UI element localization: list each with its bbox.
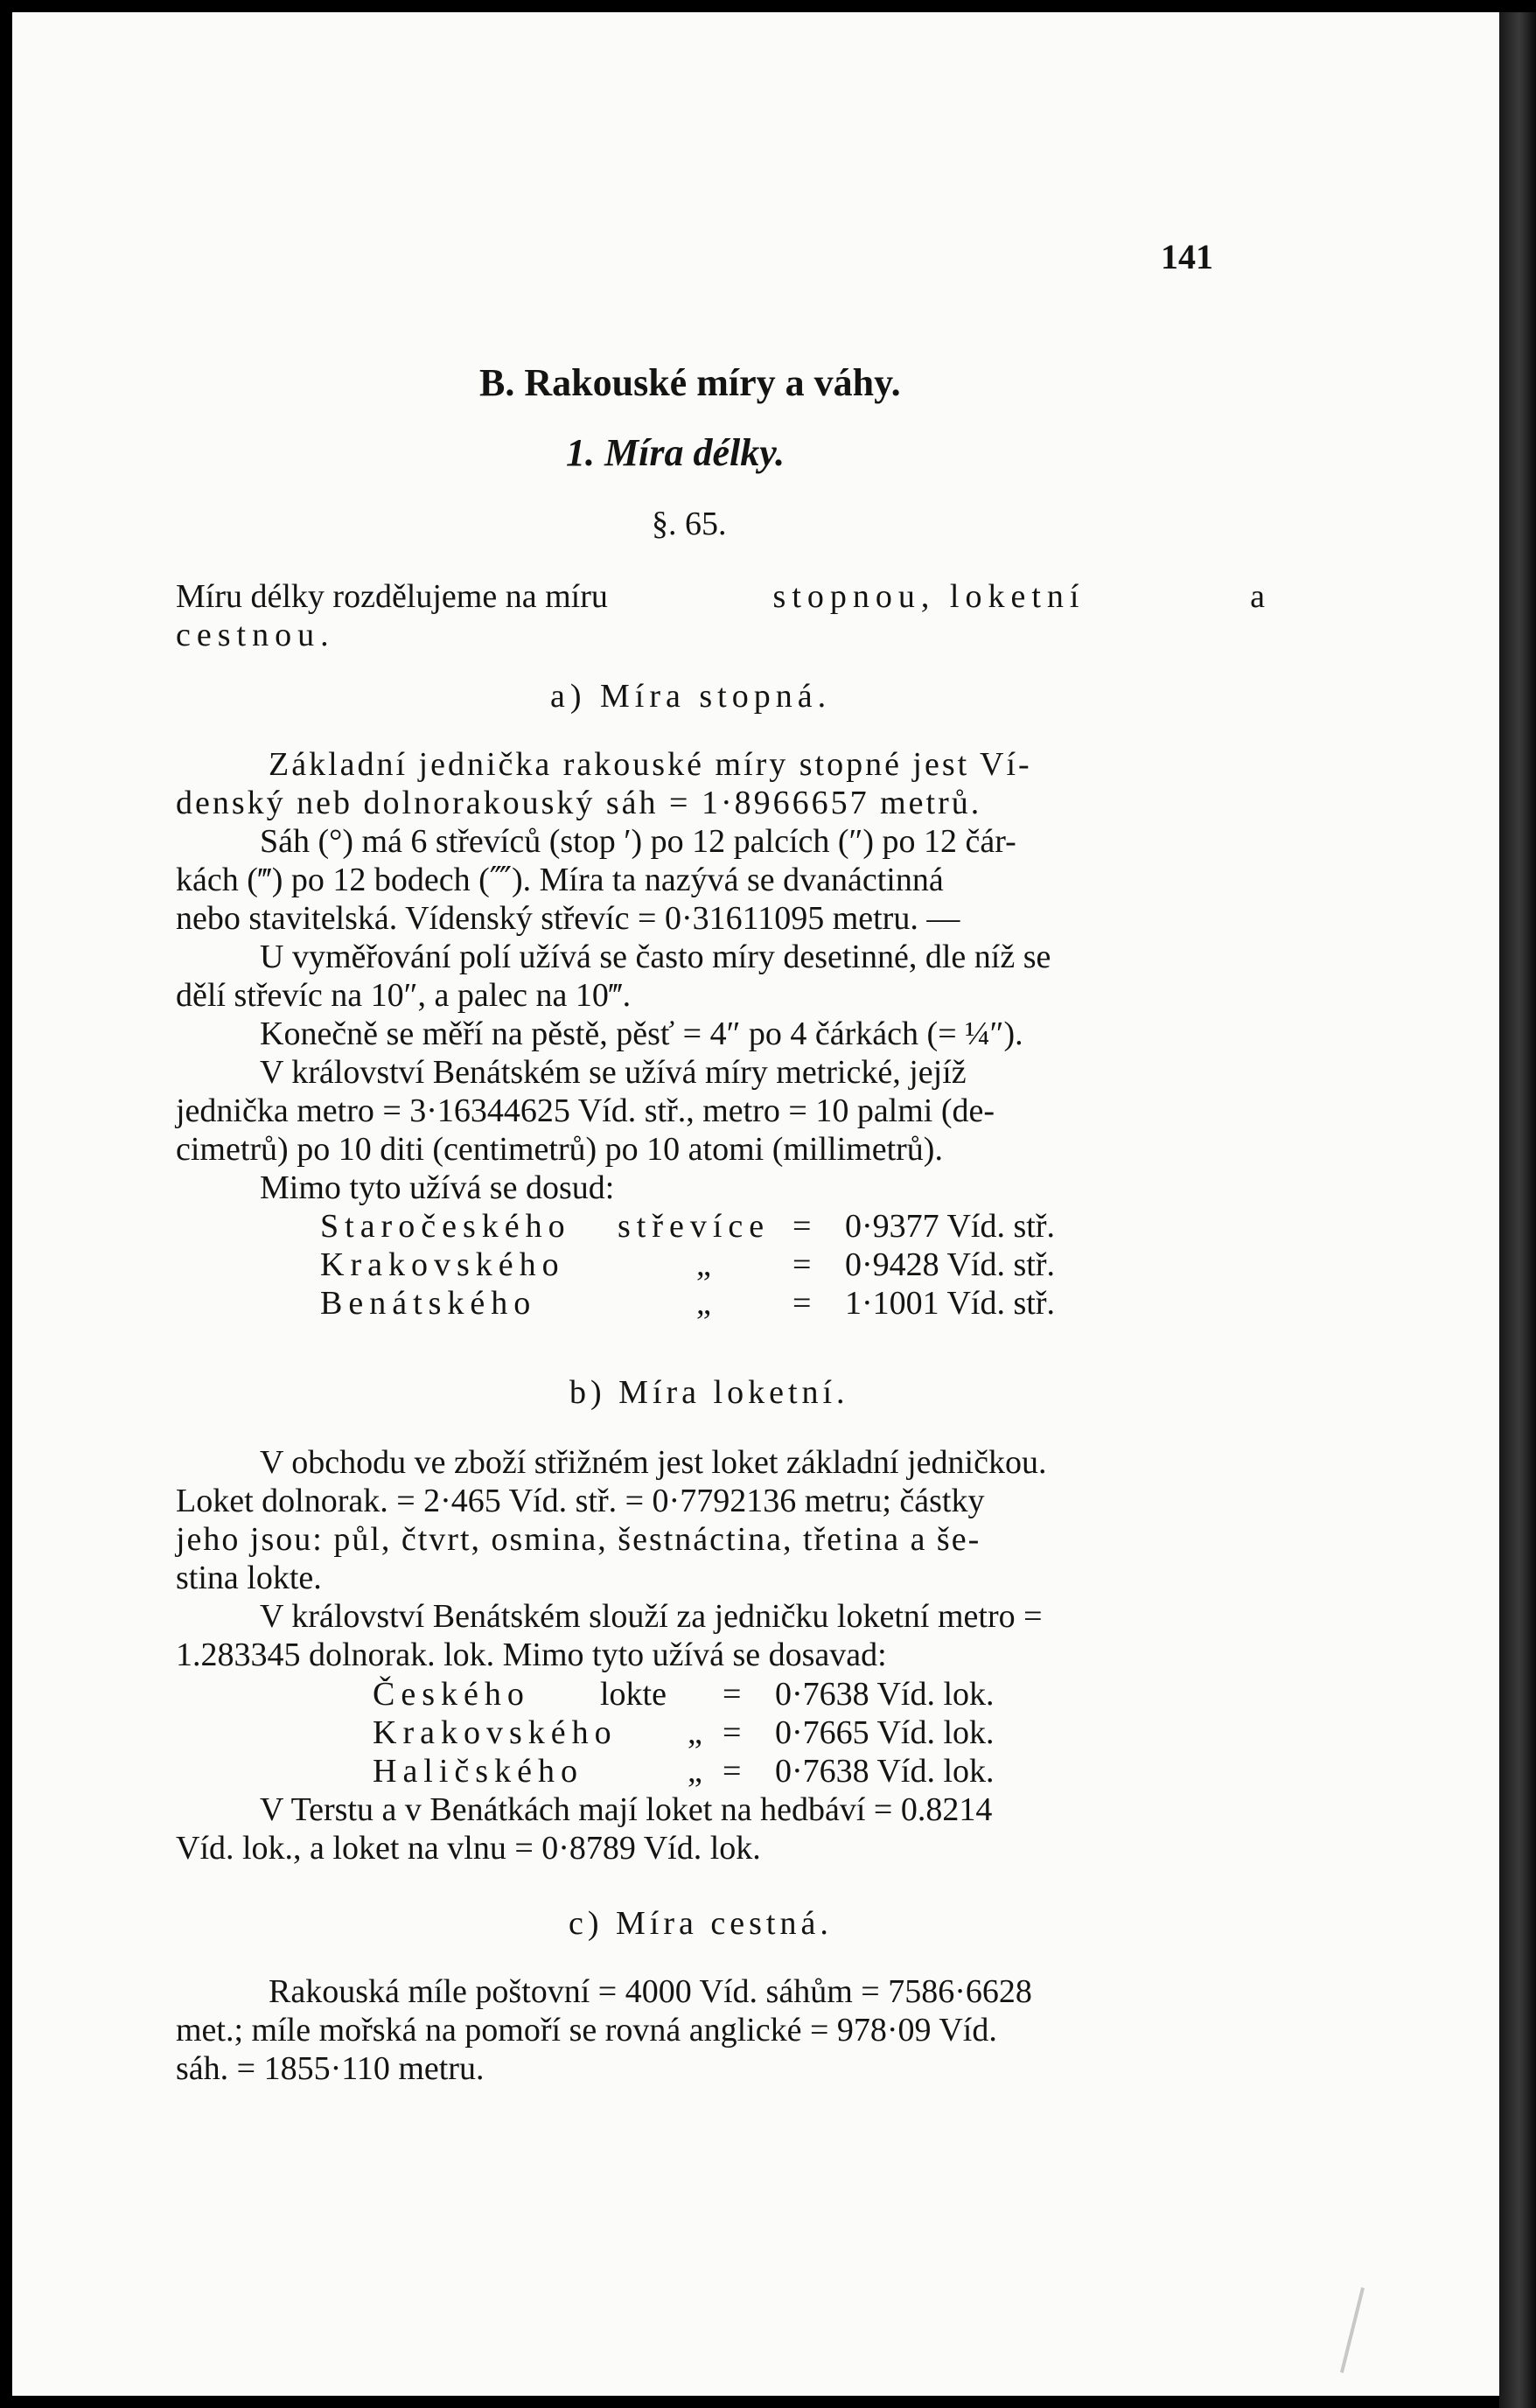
measure-name: Krakovského xyxy=(320,1246,565,1283)
text-line: nebo stavitelská. Vídenský střevíc = 0·31611095 metru. — xyxy=(176,900,960,937)
text-line: Základní jednička rakouské míry stopné jest Ví- xyxy=(269,746,1032,783)
section-a-paragraph xyxy=(176,745,1265,1207)
intro-paragraph xyxy=(176,577,1265,654)
intro-spaced-terms: stopnou, loketní xyxy=(772,578,1086,615)
text-line: V království Benátském se užívá míry metrické, jejíž xyxy=(260,1054,967,1091)
text-line: dělí střevíc na 10″, a palec na 10‴. xyxy=(176,977,632,1014)
heading-a-mira-stopna: a) Míra stopná. xyxy=(550,678,832,715)
text-line: Mimo tyto užívá se dosud: xyxy=(260,1169,615,1206)
heading-b-mira-loketni: b) Míra loketní. xyxy=(569,1374,849,1411)
intro-line-1 xyxy=(176,577,1265,616)
text-line: kách (‴) po 12 bodech (⁗). Míra ta nazývá se dvanáctinná xyxy=(176,862,944,898)
measure-unit: střevíce xyxy=(618,1208,771,1245)
measure-name: Staročeského xyxy=(320,1208,571,1245)
measure-value: 0·9377 Víd. stř. xyxy=(845,1208,1055,1245)
measure-value: 0·7665 Víd. lok. xyxy=(775,1714,995,1751)
intro-text: Míru délky rozdělujeme na míru xyxy=(176,578,608,615)
text-line: jednička metro = 3·16344625 Víd. stř., metro = 10 palmi (de- xyxy=(176,1092,995,1129)
text-line: jeho jsou: půl, čtvrt, osmina, šestnáctina, třetina a še- xyxy=(176,1521,981,1558)
table-a-old-feet xyxy=(320,1207,1055,1323)
text-line: V království Benátském slouží za jedničku loketní metro = xyxy=(260,1598,1043,1635)
text-line: V Terstu a v Benátkách mají loket na hedbáví = 0.8214 xyxy=(260,1791,993,1828)
text-line: Sáh (°) má 6 střevíců (stop ′) po 12 palcích (″) po 12 čár- xyxy=(260,823,1016,860)
text-line: cimetrů) po 10 diti (centimetrů) po 10 atomi (millimetrů). xyxy=(176,1131,943,1168)
heading-c-mira-cestna: c) Míra cestná. xyxy=(569,1905,833,1942)
text-line: stina lokte. xyxy=(176,1560,322,1596)
ditto-mark: „ xyxy=(688,1753,702,1790)
table-row xyxy=(373,1752,995,1790)
measure-name: Krakovského xyxy=(373,1714,618,1751)
text-line: 1.283345 dolnorak. lok. Mimo tyto užívá se dosavad: xyxy=(176,1637,887,1673)
intro-line-2 xyxy=(176,616,1265,654)
text-line: met.; míle mořská na pomoří se rovná anglické = 978·09 Víd. xyxy=(176,2012,997,2049)
book-page xyxy=(12,12,1499,2396)
equals-sign: = xyxy=(723,1753,742,1790)
text-line: Rakouská míle poštovní = 4000 Víd. sáhům = 7586·6628 xyxy=(269,1973,1032,2010)
text-line: sáh. = 1855·110 metru. xyxy=(176,2050,485,2087)
equals-sign: = xyxy=(792,1285,812,1322)
table-row xyxy=(373,1714,995,1752)
intro-spaced-term: cestnou. xyxy=(176,617,335,653)
measure-unit: lokte xyxy=(600,1676,667,1713)
measure-value: 1·1001 Víd. stř. xyxy=(845,1285,1055,1322)
ditto-mark: „ xyxy=(688,1714,702,1751)
equals-sign: = xyxy=(723,1676,742,1713)
paragraph-number: §. 65. xyxy=(652,506,727,542)
equals-sign: = xyxy=(792,1246,812,1283)
measure-value: 0·7638 Víd. lok. xyxy=(775,1676,995,1713)
text-line: Konečně se měří na pěstě, pěsť = 4″ po 4 čárkách (= ¼″). xyxy=(260,1016,1023,1052)
text-line: denský neb dolnorakouský sáh = 1·8966657 metrů. xyxy=(176,785,982,821)
measure-value: 0·9428 Víd. stř. xyxy=(845,1246,1055,1283)
scan-border xyxy=(1499,12,1536,2408)
measure-name: Českého xyxy=(373,1676,530,1713)
table-row xyxy=(373,1675,995,1714)
text-line: U vyměřování polí užívá se často míry desetinné, dle níž se xyxy=(260,939,1051,975)
table-row xyxy=(320,1246,1055,1284)
table-b-old-ells xyxy=(373,1675,995,1790)
intro-text-end: a xyxy=(1250,578,1265,615)
measure-name: Benátského xyxy=(320,1285,537,1322)
page-number: 141 xyxy=(1161,237,1213,276)
table-row xyxy=(320,1284,1055,1323)
subsection-title: 1. Míra délky. xyxy=(566,431,785,474)
equals-sign: = xyxy=(792,1208,812,1245)
measure-name: Haličského xyxy=(373,1753,583,1790)
text-line: Víd. lok., a loket na vlnu = 0·8789 Víd. lok. xyxy=(176,1830,761,1867)
section-title: B. Rakouské míry a váhy. xyxy=(479,361,901,404)
section-b-paragraph-2 xyxy=(176,1790,1265,1867)
measure-value: 0·7638 Víd. lok. xyxy=(775,1753,995,1790)
section-b-paragraph xyxy=(176,1443,1265,1674)
text-line: V obchodu ve zboží střižném jest loket základní jedničkou. xyxy=(260,1444,1047,1481)
ditto-mark: „ xyxy=(696,1285,711,1322)
equals-sign: = xyxy=(723,1714,742,1751)
text-line: Loket dolnorak. = 2·465 Víd. stř. = 0·7792136 metru; částky xyxy=(176,1483,985,1519)
table-row xyxy=(320,1207,1055,1246)
section-c-paragraph xyxy=(176,1972,1265,2088)
paper-scratch-mark xyxy=(1340,2287,1365,2373)
ditto-mark: „ xyxy=(696,1246,711,1283)
